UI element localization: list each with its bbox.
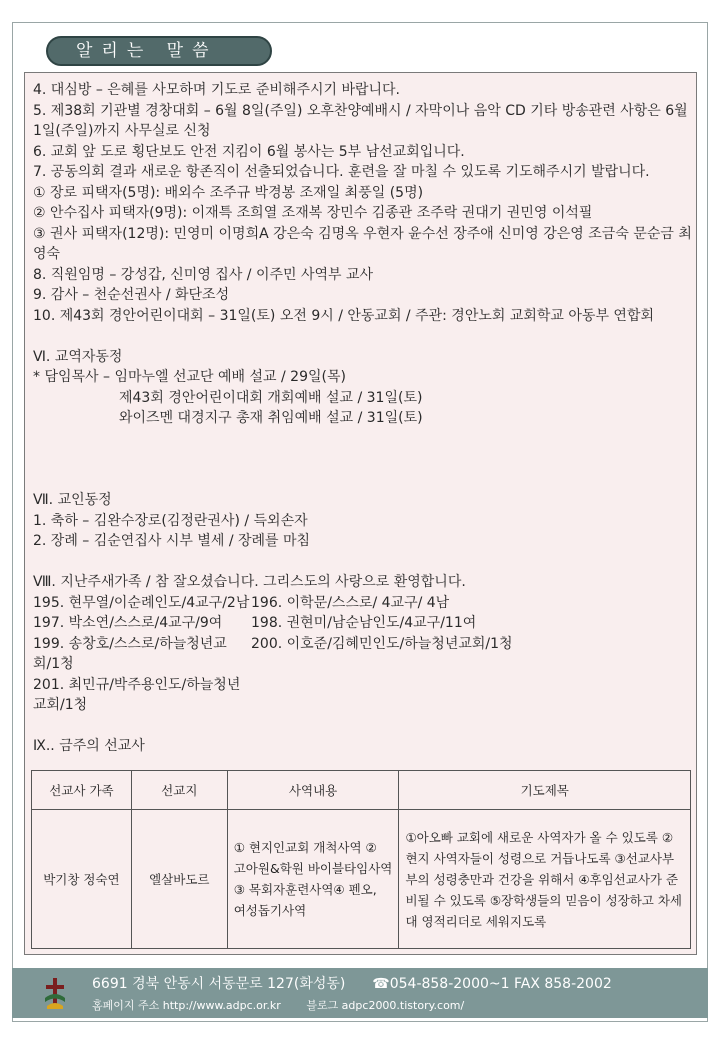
notice-item: ② 안수집사 피택자(9명): 이재특 조희열 조재복 장민수 김종관 조주락 권대기 권민영 이석필 — [33, 205, 593, 221]
blog-link[interactable]: 블로그 adpc2000.tistory.com/ — [306, 999, 465, 1012]
newcomer-row — [33, 634, 693, 675]
table-row — [32, 810, 691, 949]
notice-item: 4. 대심방 – 은혜를 사모하며 기도로 준비해주시기 바랍니다. — [33, 82, 401, 98]
notice-item: 7. 공동의회 결과 새로운 항존직이 선출되었습니다. 훈련을 잘 마칠 수 있도록 기도해주시기 발랍니다. — [33, 164, 650, 180]
missionary-table — [31, 770, 691, 949]
section6-line: * 담임목사 – 임마누엘 선교단 예배 설교 / 29일(목) — [33, 369, 346, 385]
newcomer-row — [33, 613, 693, 634]
footer-links — [92, 997, 486, 1013]
section-title: 알리는 말씀 — [46, 36, 272, 66]
notice-panel — [24, 72, 697, 955]
prayer-topics: ①아오빠 교회에 새로운 사역자가 올 수 있도록 ②현지 사역자들이 성령으로 거듭나도록 ③선교사부부의 성령충만과 건강을 위해서 ④후임선교사가 준비될 수 있도록 ⑤장학생들의 믿음이 성장하고 차세대 영적리더로 세워지도록 — [399, 810, 691, 949]
notice-item: 5. 제38회 기관별 경창대회 – 6월 8일(주일) 오후찬양예배시 / 자막이나 음악 CD 기타 방송관련 사항은 6월 1일(주일)까지 사무실로 신청 — [33, 102, 693, 139]
section9-heading: Ⅸ.. 금주의 선교사 — [33, 738, 145, 754]
section8-heading: Ⅷ. 지난주새가족 / 참 잘오셨습니다. 그리스도의 사랑으로 환영합니다. — [33, 574, 466, 590]
newcomer-row — [33, 675, 693, 716]
newcomer-entry: 198. 권현미/남순남인도/4교구/11여 — [251, 615, 477, 631]
footer — [12, 968, 708, 1018]
section7-heading: Ⅶ. 교인동정 — [33, 492, 112, 508]
notice-item: 8. 직원임명 – 강성갑, 신미영 집사 / 이주민 사역부 교사 — [33, 266, 374, 283]
section6-line: 와이즈멘 대경지구 총재 취임예배 설교 / 31일(토) — [119, 410, 423, 426]
notice-item: 9. 감사 – 천순선권사 / 화단조성 — [33, 287, 230, 303]
footer-contact — [92, 973, 612, 993]
newcomer-entry: 199. 송창호/스스로/하늘청년교회/1청 — [33, 635, 227, 672]
section6-line: 제43회 경안어린이대회 개회예배 설교 / 31일(토) — [119, 389, 423, 406]
newcomer-row — [33, 593, 693, 614]
footer-phone: ☎054-858-2000~1 FAX 858-2002 — [372, 976, 612, 992]
homepage-link[interactable]: 홈페이지 주소 http://www.adpc.or.kr — [92, 999, 281, 1012]
column-header: 기도제목 — [399, 771, 691, 810]
section7-line: 2. 장례 – 김순연집사 시부 별세 / 장례를 마침 — [33, 533, 311, 549]
church-logo-icon — [42, 976, 68, 1012]
section7-line: 1. 축하 – 김완수장로(김정란권사) / 득외손자 — [33, 512, 308, 529]
notice-item: ③ 권사 피택자(12명): 민영미 이명희A 강은숙 김명옥 우현자 윤수선 장주애 신미영 강은영 조금숙 문순금 최영숙 — [33, 225, 692, 262]
column-header: 선교지 — [131, 771, 227, 810]
section6-heading: Ⅵ. 교역자동정 — [33, 348, 123, 365]
newcomer-entry: 195. 현무열/이순례인도/4교구/2남 — [33, 594, 250, 611]
notice-item: 6. 교회 앞 도로 횡단보도 안전 지킴이 6월 봉사는 5부 남선교회입니다. — [33, 143, 465, 160]
footer-address: 6691 경북 안동시 서동문로 127(화성동) — [92, 976, 346, 992]
column-header: 사역내용 — [227, 771, 399, 810]
column-header: 선교사 가족 — [32, 771, 132, 810]
notice-content — [33, 80, 693, 757]
newcomer-entry: 196. 이학문/스스로/ 4교구/ 4남 — [251, 594, 450, 611]
newcomer-entry: 200. 이호준/김혜민인도/하늘청년교회/1청 — [251, 635, 513, 652]
missionary-family: 박기창 정숙연 — [32, 810, 132, 949]
newcomer-entry: 197. 박소연/스스로/4교구/9여 — [33, 615, 223, 631]
table-header-row — [32, 771, 691, 810]
newcomer-entry: 201. 최민규/박주용인도/하늘청년교회/1청 — [33, 676, 241, 713]
mission-place: 엘살바도르 — [131, 810, 227, 949]
notice-item: ① 장로 피택자(5명): 배외수 조주규 박경봉 조재일 최풍일 (5명) — [33, 184, 424, 201]
mission-work: ① 현지인교회 개척사역 ② 고아원&학원 바이블타임사역 ③ 목회자훈련사역④ 펜오, 여성돕기사역 — [227, 810, 399, 949]
notice-item: 10. 제43회 경안어린이대회 – 31일(토) 오전 9시 / 안동교회 / 주관: 경안노회 교회학교 아동부 연합회 — [33, 307, 654, 324]
